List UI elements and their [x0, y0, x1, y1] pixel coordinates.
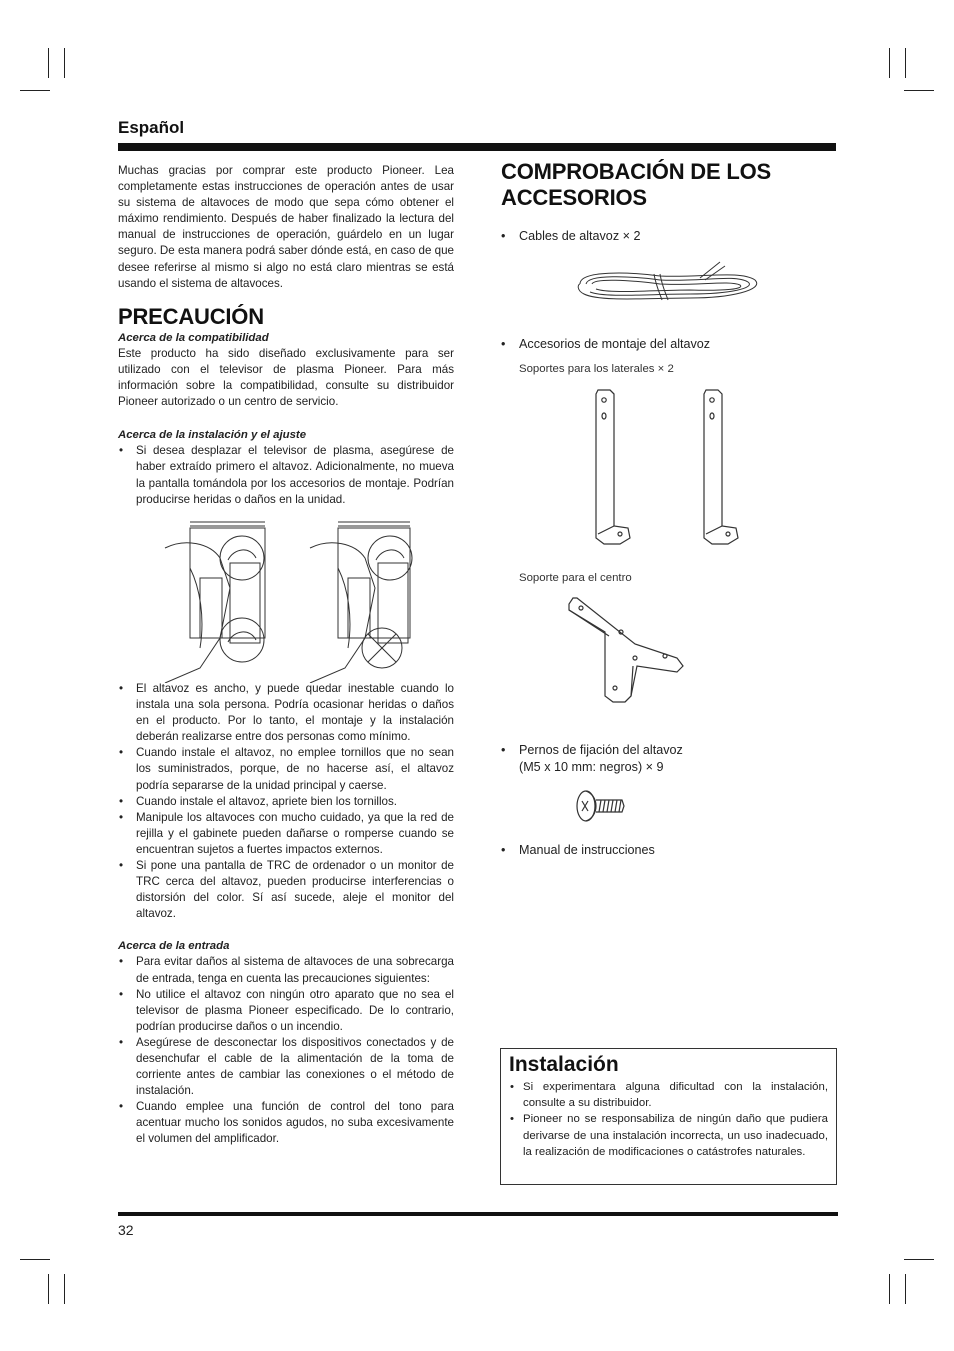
- list-item: • Pioneer no se responsabiliza de ningún daño que pudiera derivarse de una instalación incorrecta, un uso inadecuado, la realización de modificaciones o catástrofes naturales.: [509, 1111, 828, 1160]
- installation-box: [500, 1048, 837, 1185]
- accessory-cables: • Cables de altavoz × 2: [501, 229, 641, 243]
- intro-section: [118, 163, 454, 292]
- crop-mark: [889, 48, 890, 78]
- installation-list: [509, 1079, 828, 1160]
- caution-continued: [118, 681, 454, 1148]
- compat-text: Este producto ha sido diseñado exclusivamente para ser utilizado con el televisor de plasma Pioneer. Para más información sobre la compatibilidad, consulte su distribuidor Pioneer autorizado o un centro de servicio.: [118, 347, 454, 409]
- list-item: • Cuando emplee una función de control del tono para acentuar mucho los sonidos agudos, no suba excesivamente el volumen del amplificador.: [118, 1099, 454, 1147]
- caution-section: [118, 304, 454, 508]
- accessory-bolts-line1: Pernos de fijación del altavoz: [519, 743, 683, 757]
- list-item: • Cuando instale el altavoz, apriete bien los tornillos.: [118, 794, 454, 810]
- list-item: • Si pone una pantalla de TRC de ordenador o un monitor de TRC cerca del altavoz, pueden producirse interferencias o distorsión del color. Sí así sucede, aleje el monitor del altavoz.: [118, 858, 454, 922]
- accessory-bolts-line2: (M5 x 10 mm: negros) × 9: [519, 760, 664, 774]
- accessories-title-line1: COMPROBACIÓN DE LOS: [501, 159, 771, 184]
- input-list: [118, 954, 454, 1147]
- speaker-cable-illustration: [570, 258, 770, 310]
- crop-mark: [64, 48, 65, 78]
- installation-title: Instalación: [509, 1053, 619, 1076]
- list-item: • No utilice el altavoz con ningún otro aparato que no sea el televisor de plasma Pioneer especificado. De lo contrario, podrían producirse daños o un incendio.: [118, 987, 454, 1035]
- side-brackets-caption: Soportes para los laterales × 2: [519, 363, 674, 375]
- page-number: 32: [118, 1222, 134, 1238]
- crop-mark: [905, 1274, 906, 1304]
- list-item: • Manipule los altavoces con mucho cuidado, ya que la red de rejilla y el gabinete pueden dañarse o romperse cuando se encuentran sujetos a fuertes impactos externos.: [118, 810, 454, 858]
- crop-mark: [48, 1274, 49, 1304]
- handling-illustration: [160, 518, 420, 683]
- crop-mark: [20, 1259, 50, 1260]
- install-list: [118, 443, 454, 507]
- header-rule: [118, 143, 836, 151]
- caution-title: PRECAUCIÓN: [118, 304, 264, 329]
- list-item: • Si desea desplazar el televisor de plasma, asegúrese de haber extraído primero el altavoz. Adicionalmente, no mueva la pantalla tomándola por los accesorios de montaje. Podrían producirse heridas o daños en la unidad.: [118, 443, 454, 507]
- bolt-illustration: [574, 787, 628, 825]
- intro-paragraph: Muchas gracias por comprar este producto Pioneer. Lea completamente estas instrucciones de operación antes de usar su sistema de altavoces de modo que sepa cómo obtener el máximo rendimiento. Después de haber finalizado la lectura del manual de instrucciones de operación, guárdelo en un lugar seguro. De esta manera podrá saber dónde está, en caso de que desee referirse al mismo si algo no está claro mientras se está usando el sistema de altavoces.: [118, 164, 454, 290]
- accessory-mounting: • Accesorios de montaje del altavoz: [501, 337, 711, 351]
- install-list-2: [118, 681, 454, 922]
- language-label: Español: [118, 118, 185, 137]
- crop-mark: [48, 48, 49, 78]
- side-bracket-illustration: [590, 388, 750, 548]
- accessory-cables-label: Cables de altavoz × 2: [519, 229, 641, 243]
- list-item: • Para evitar daños al sistema de altavoces de una sobrecarga de entrada, tenga en cuenta las precauciones siguientes:: [118, 954, 454, 986]
- list-item: • Cuando instale el altavoz, no emplee tornillos que no sean los suministrados, porque, de no hacerse así, el altavoz podría separarse de la unidad principal y caerse.: [118, 745, 454, 793]
- crop-mark: [889, 1274, 890, 1304]
- crop-mark: [904, 1259, 934, 1260]
- accessory-bolts: • Pernos de fijación del altavoz (M5 x 10 mm: negros) × 9: [501, 743, 683, 774]
- accessory-manual-label: Manual de instrucciones: [519, 843, 655, 857]
- center-bracket-illustration: [565, 596, 690, 706]
- crop-mark: [904, 90, 934, 91]
- accessory-mounting-label: Accesorios de montaje del altavoz: [519, 337, 711, 351]
- footer-rule: [118, 1212, 838, 1216]
- crop-mark: [20, 90, 50, 91]
- compat-heading: Acerca de la compatibilidad: [118, 332, 269, 344]
- accessory-manual: • Manual de instrucciones: [501, 843, 655, 857]
- accessories-title: [501, 159, 837, 211]
- center-bracket-caption: Soporte para el centro: [519, 572, 632, 584]
- list-item: • Si experimentara alguna dificultad con la instalación, consulte a su distribuidor.: [509, 1079, 828, 1111]
- install-heading: Acerca de la instalación y el ajuste: [118, 429, 307, 442]
- crop-mark: [905, 48, 906, 78]
- accessories-title-line2: ACCESORIOS: [501, 185, 647, 210]
- crop-mark: [64, 1274, 65, 1304]
- input-heading: Acerca de la entrada: [118, 940, 230, 953]
- list-item: • Asegúrese de desconectar los dispositivos conectados y de desenchufar el cable de la alimentación de la toma de corriente antes de cambiar las conexiones o el método de instalación.: [118, 1035, 454, 1099]
- list-item: • El altavoz es ancho, y puede quedar inestable cuando lo instala una sola persona. Podría ocasionar heridas o daños en el producto. Por lo tanto, el montaje y la instalación deberán realizarse entre dos personas como mínimo.: [118, 681, 454, 745]
